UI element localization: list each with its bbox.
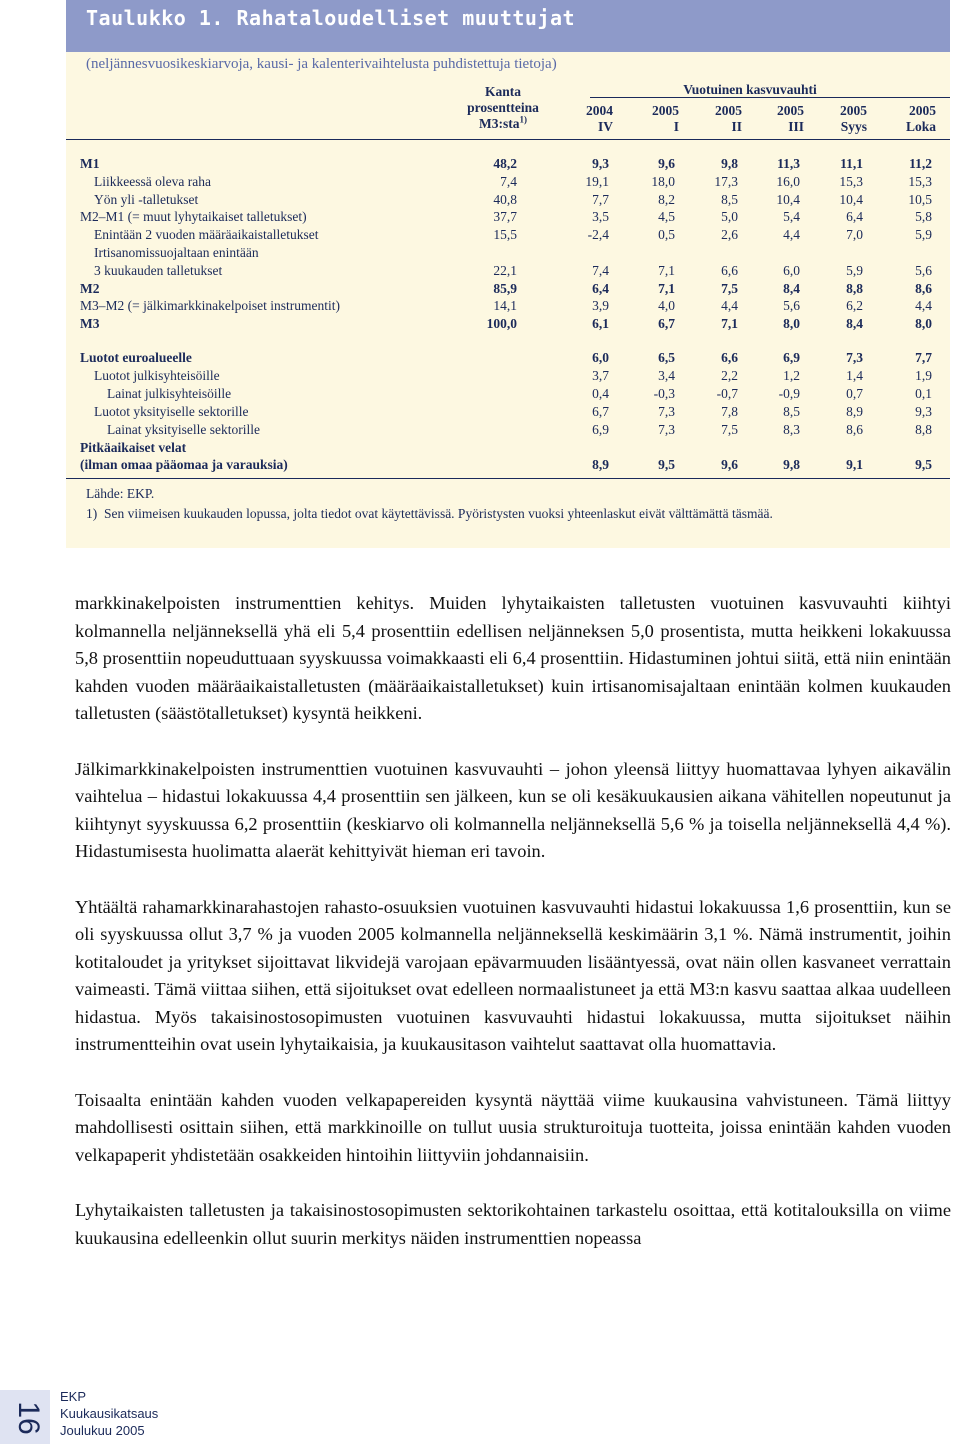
value-cell: 6,7 bbox=[658, 316, 675, 331]
footer-issue: Joulukuu 2005 bbox=[60, 1423, 145, 1438]
period-header-3: 2005 III bbox=[777, 103, 804, 134]
stock-cell: 15,5 bbox=[493, 227, 517, 242]
value-cell: 19,1 bbox=[585, 174, 609, 189]
paragraph-3: Yhtäältä rahamarkkinarahastojen rahasto-osuuksien vuotuinen kasvuvauhti hidastui lokakuussa 1,6 prosenttiin, kun se oli syyskuussa ollut 3,7 % ja vuoden 2005 kolmannella neljänneksellä keskimäärin 3,1 %. Nämä instrumentit, joihin kotitaloudet ja yritykset sijoittavat likvidejä varojaan epävarmuuden lisääntyessä, ovat näin ollen kasvaneet verrattain vaimeasti. Tämä viittaa siihen, että sijoitukset ovat edelleen normaalistuneet ja että M3:n kasvu saattaa alkaa uudelleen hidastua. Myös takaisinostosopimusten vuotuinen kasvuvauhti hidastui lokakuussa, mutta sijoitukset näihin instrumentteihin ovat usein lyhytaikaisia, ja kuukausitason vaihtelut saattavat olla huomattavia. bbox=[75, 896, 951, 1054]
value-cell: 8,6 bbox=[915, 281, 932, 296]
value-cell: 17,3 bbox=[714, 174, 738, 189]
value-cell: 4,0 bbox=[658, 298, 675, 313]
value-cell: 0,5 bbox=[658, 227, 675, 242]
value-cell: 7,7 bbox=[592, 192, 609, 207]
value-cell: 9,5 bbox=[915, 457, 932, 472]
value-cell: 7,1 bbox=[721, 316, 738, 331]
value-cell: 8,4 bbox=[783, 281, 800, 296]
table-row bbox=[66, 385, 950, 403]
value-cell: 9,8 bbox=[721, 156, 738, 171]
value-cell: 0,4 bbox=[592, 386, 609, 401]
paragraph-2: Jälkimarkkinakelpoisten instrumenttien vuotuinen kasvuvauhti – johon yleensä liittyy huomattavaa lyhyen aikavälin vaihtelua – hidastui lokakuussa 4,4 prosenttiin sen jälkeen, kun se oli kesäkuukausien aikana vähitellen nopeutunut ja kiihtynyt syyskuussa 6,2 prosenttiin (keskiarvo oli kolmannella neljänneksellä 5,6 % ja toisella neljänneksellä 4,4 %). Hidastumisesta huolimatta alaerät kehittyivät hieman eri tavoin. bbox=[75, 758, 951, 861]
table-row bbox=[66, 403, 950, 421]
body-text bbox=[75, 590, 951, 1252]
table-subtitle: (neljännesvuosikeskiarvoja, kausi- ja kalenterivaihtelusta puhdistettuja tietoja) bbox=[86, 56, 557, 72]
growth-header-underline bbox=[590, 97, 950, 98]
value-cell: 5,0 bbox=[721, 209, 738, 224]
stock-cell: 85,9 bbox=[493, 281, 517, 296]
value-cell: 6,0 bbox=[592, 350, 609, 365]
value-cell: 10,5 bbox=[908, 192, 932, 207]
value-cell: 5,8 bbox=[915, 209, 932, 224]
table-note: 1) Sen viimeisen kuukauden lopussa, jolta tiedot ovat käytettävissä. Pyöristysten vuoksi yhteenlaskut eivät välttämättä täsmää. bbox=[86, 506, 773, 521]
value-cell: 5,9 bbox=[915, 227, 932, 242]
value-cell: -0,9 bbox=[778, 386, 800, 401]
value-cell: 9,3 bbox=[592, 156, 609, 171]
row-label: Lainat yksityiselle sektorille bbox=[107, 422, 260, 437]
table-source: Lähde: EKP. bbox=[86, 486, 155, 501]
value-cell: 6,6 bbox=[721, 263, 738, 278]
value-cell: 6,0 bbox=[783, 263, 800, 278]
value-cell: 5,6 bbox=[915, 263, 932, 278]
value-cell: 8,8 bbox=[915, 422, 932, 437]
table-row bbox=[66, 456, 950, 474]
value-cell: 8,9 bbox=[846, 404, 863, 419]
row-label: M3–M2 (= jälkimarkkinakelpoiset instrumentit) bbox=[80, 298, 340, 313]
value-cell: 11,1 bbox=[840, 156, 863, 171]
stock-cell: 48,2 bbox=[493, 156, 517, 171]
value-cell: 7,3 bbox=[658, 404, 675, 419]
table-row bbox=[66, 226, 950, 244]
stock-cell: 100,0 bbox=[486, 316, 517, 331]
page-number: 16 bbox=[12, 1401, 46, 1435]
value-cell: 9,6 bbox=[658, 156, 675, 171]
row-label: Liikkeessä oleva raha bbox=[94, 174, 211, 189]
value-cell: 7,5 bbox=[721, 281, 738, 296]
value-cell: 0,1 bbox=[915, 386, 932, 401]
value-cell: 10,4 bbox=[839, 192, 863, 207]
table-row bbox=[66, 349, 950, 367]
col-growth-header: Vuotuinen kasvuvauhti bbox=[683, 82, 817, 97]
table-row bbox=[66, 244, 950, 262]
row-label: Lainat julkisyhteisöille bbox=[107, 386, 232, 401]
table-row bbox=[66, 439, 950, 457]
table-row bbox=[66, 262, 950, 280]
paragraph-5: Lyhytaikaisten talletusten ja takaisinostosopimusten sektorikohtainen tarkastelu osoittaa, että kotitalouksilla on viime kuukausina edelleenkin ollut suurin merkitys näiden instrumenttien nopeassa bbox=[75, 1200, 951, 1248]
row-label: M1 bbox=[80, 156, 100, 171]
table-row bbox=[66, 173, 950, 191]
value-cell: 3,7 bbox=[592, 368, 609, 383]
stock-cell: 40,8 bbox=[493, 192, 517, 207]
value-cell: 8,3 bbox=[783, 422, 800, 437]
value-cell: 6,4 bbox=[592, 281, 609, 296]
bottom-rule bbox=[66, 478, 950, 479]
value-cell: 7,4 bbox=[592, 263, 609, 278]
value-cell: 11,3 bbox=[777, 156, 800, 171]
table-row bbox=[66, 191, 950, 209]
value-cell: 10,4 bbox=[776, 192, 800, 207]
value-cell: 3,4 bbox=[658, 368, 675, 383]
stock-cell: 7,4 bbox=[500, 174, 517, 189]
table-row bbox=[66, 421, 950, 439]
value-cell: 2,2 bbox=[721, 368, 738, 383]
row-label: (ilman omaa pääomaa ja varauksia) bbox=[80, 457, 288, 472]
value-cell: 8,6 bbox=[846, 422, 863, 437]
value-cell: 6,9 bbox=[783, 350, 800, 365]
value-cell: 6,4 bbox=[846, 209, 863, 224]
value-cell: 4,4 bbox=[721, 298, 738, 313]
value-cell: 4,4 bbox=[915, 298, 932, 313]
value-cell: 3,5 bbox=[592, 209, 609, 224]
period-header-2: 2005 II bbox=[715, 103, 742, 134]
table-row bbox=[66, 297, 950, 315]
value-cell: 9,3 bbox=[915, 404, 932, 419]
value-cell: 9,1 bbox=[846, 457, 863, 472]
period-header-4: 2005 Syys bbox=[840, 103, 867, 134]
table-row bbox=[66, 280, 950, 298]
row-label: M2–M1 (= muut lyhytaikaiset talletukset) bbox=[80, 209, 307, 224]
period-header-0: 2004 IV bbox=[586, 103, 613, 134]
value-cell: 7,5 bbox=[721, 422, 738, 437]
paragraph-4: Toisaalta enintään kahden vuoden velkapapereiden kysyntä näyttää viime kuukausina vahvistuneen. Tämä liittyy mahdollisesti osittain siihen, että markkinoille on tullut uusia strukturoituja tuotteita, joissa enintään kahden vuoden velkapaperit yhdistetään osakkeiden hintoihin liittyviin johdannaisiin. bbox=[75, 1089, 951, 1165]
value-cell: 6,9 bbox=[592, 422, 609, 437]
stock-cell: 14,1 bbox=[493, 298, 517, 313]
value-cell: 4,4 bbox=[783, 227, 800, 242]
row-label: Enintään 2 vuoden määräaikaistalletukset bbox=[94, 227, 319, 242]
value-cell: -2,4 bbox=[587, 227, 609, 242]
table-title: Taulukko 1. Rahataloudelliset muuttujat bbox=[86, 6, 576, 30]
stock-cell: 37,7 bbox=[493, 209, 517, 224]
row-label: 3 kuukauden talletukset bbox=[94, 263, 223, 278]
table-row bbox=[66, 208, 950, 226]
row-label: M2 bbox=[80, 281, 100, 296]
value-cell: 8,2 bbox=[658, 192, 675, 207]
value-cell: 6,7 bbox=[592, 404, 609, 419]
value-cell: 7,7 bbox=[915, 350, 932, 365]
value-cell: 6,5 bbox=[658, 350, 675, 365]
value-cell: 1,4 bbox=[846, 368, 863, 383]
row-label: M3 bbox=[80, 316, 100, 331]
row-label: Luotot julkisyhteisöille bbox=[94, 368, 220, 383]
value-cell: 2,6 bbox=[721, 227, 738, 242]
value-cell: 5,4 bbox=[783, 209, 800, 224]
row-label: Yön yli -talletukset bbox=[94, 192, 199, 207]
value-cell: 1,9 bbox=[915, 368, 932, 383]
period-header-1: 2005 I bbox=[652, 103, 679, 134]
row-label: Luotot yksityiselle sektorille bbox=[94, 404, 249, 419]
value-cell: 6,6 bbox=[721, 350, 738, 365]
table-row bbox=[66, 155, 950, 173]
row-label: Irtisanomissuojaltaan enintään bbox=[94, 245, 259, 260]
value-cell: 9,5 bbox=[658, 457, 675, 472]
table-row bbox=[66, 315, 950, 333]
footer-publisher: EKP bbox=[60, 1389, 87, 1404]
value-cell: 9,8 bbox=[783, 457, 800, 472]
footer-publication: Kuukausikatsaus bbox=[60, 1406, 159, 1421]
row-label: Luotot euroalueelle bbox=[80, 350, 192, 365]
value-cell: 9,6 bbox=[721, 457, 738, 472]
table-row bbox=[66, 367, 950, 385]
footer bbox=[60, 1388, 158, 1439]
value-cell: 7,0 bbox=[846, 227, 863, 242]
value-cell: 3,9 bbox=[592, 298, 609, 313]
value-cell: 8,5 bbox=[721, 192, 738, 207]
col-stock-header: Kanta prosentteina M3:sta$^{1)}$ bbox=[467, 84, 539, 131]
page-number-tab bbox=[0, 1390, 50, 1444]
header-rule bbox=[66, 139, 950, 140]
value-cell: 7,1 bbox=[658, 263, 675, 278]
value-cell: 1,2 bbox=[783, 368, 800, 383]
value-cell: 7,3 bbox=[658, 422, 675, 437]
value-cell: 8,4 bbox=[846, 316, 863, 331]
period-header-5: 2005 Loka bbox=[905, 103, 936, 134]
row-label: Pitkäaikaiset velat bbox=[80, 440, 187, 455]
value-cell: 0,7 bbox=[846, 386, 863, 401]
value-cell: 8,0 bbox=[783, 316, 800, 331]
value-cell: -0,7 bbox=[716, 386, 738, 401]
paragraph-1: markkinakelpoisten instrumenttien kehitys. Muiden lyhytaikaisten talletusten vuotuinen kasvuvauhti kiihtyi kolmannella neljänneksellä yhä eli 5,4 prosenttiin edellisen neljänneksen 5,0 prosentista, mutta heikkeni lokakuussa 5,8 prosenttiin nopeuduttuaan syyskuussa voimakkaasti eli 6,4 prosenttiin. Hidastuminen johtui siitä, että niin enintään kahden vuoden määräaikaistalletusten (määräaikaistalletukset) kuin irtisanomisajaltaan enintään kolmen kuukauden talletusten (säästötalletukset) kysyntä heikkeni. bbox=[75, 593, 951, 723]
value-cell: 7,3 bbox=[846, 350, 863, 365]
value-cell: 8,9 bbox=[592, 457, 609, 472]
value-cell: 5,6 bbox=[783, 298, 800, 313]
value-cell: 4,5 bbox=[658, 209, 675, 224]
value-cell: 6,1 bbox=[592, 316, 609, 331]
value-cell: 8,0 bbox=[915, 316, 932, 331]
value-cell: 7,8 bbox=[721, 404, 738, 419]
value-cell: 18,0 bbox=[651, 174, 675, 189]
value-cell: 5,9 bbox=[846, 263, 863, 278]
value-cell: -0,3 bbox=[653, 386, 675, 401]
value-cell: 15,3 bbox=[908, 174, 932, 189]
value-cell: 16,0 bbox=[776, 174, 800, 189]
stock-cell: 22,1 bbox=[493, 263, 517, 278]
value-cell: 8,5 bbox=[783, 404, 800, 419]
value-cell: 7,1 bbox=[658, 281, 675, 296]
value-cell: 6,2 bbox=[846, 298, 863, 313]
value-cell: 8,8 bbox=[846, 281, 863, 296]
value-cell: 15,3 bbox=[839, 174, 863, 189]
value-cell: 11,2 bbox=[909, 156, 932, 171]
